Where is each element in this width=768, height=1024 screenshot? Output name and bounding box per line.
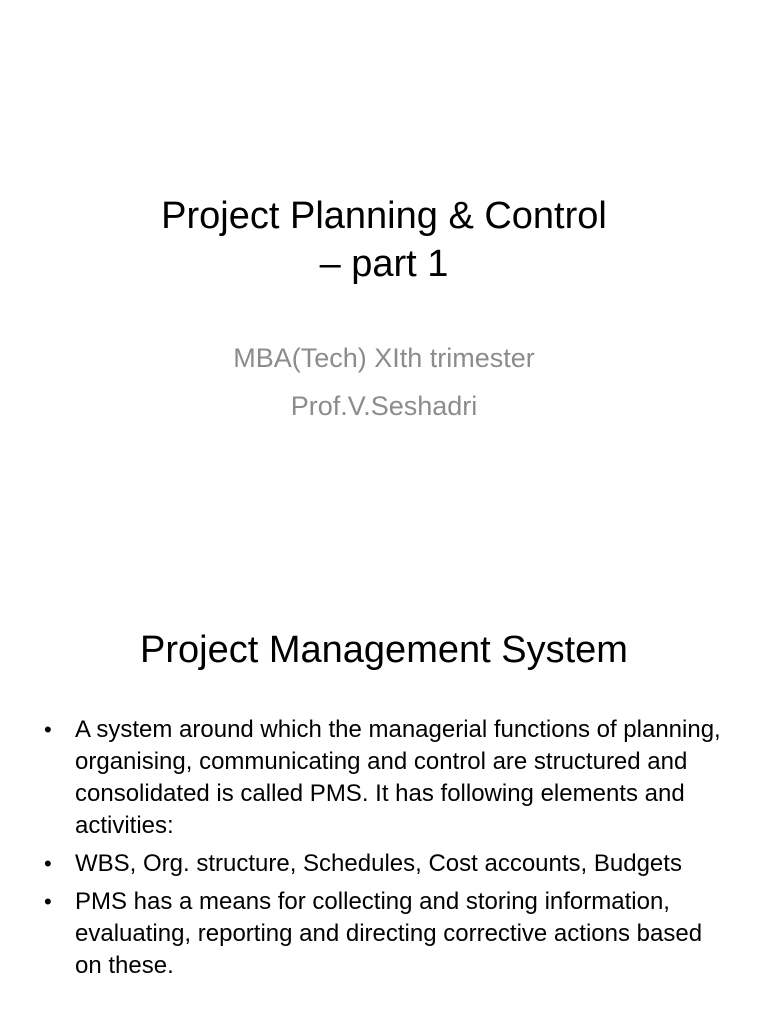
bullet-item: [40, 714, 730, 842]
bullet-icon: •: [44, 851, 52, 876]
bullet-icon: •: [44, 889, 52, 914]
title-line-2: – part 1: [319, 243, 449, 285]
subtitle-author: Prof.V.Seshadri: [290, 391, 478, 421]
presentation-subtitle: [60, 334, 708, 430]
presentation-title: [60, 192, 708, 288]
title-line-1: Project Planning & Control: [161, 195, 607, 237]
content-slide: [0, 576, 768, 1024]
bullet-text: PMS has a means for collecting and storing information, evaluating, reporting and directing corrective actions based on these.: [75, 888, 703, 979]
slide-title: Project Management System: [140, 629, 628, 671]
bullet-icon: •: [44, 717, 52, 742]
bullet-text: A system around which the managerial functions of planning, organising, communicating and control are structured and consolidated is called PMS. It has following elements and activities:: [75, 716, 721, 839]
subtitle-course: MBA(Tech) XIth trimester: [233, 343, 535, 373]
bullet-list: [40, 714, 730, 988]
bullet-item: [40, 848, 730, 880]
bullet-item: [40, 886, 730, 982]
bullet-text: WBS, Org. structure, Schedules, Cost accounts, Budgets: [75, 850, 682, 877]
